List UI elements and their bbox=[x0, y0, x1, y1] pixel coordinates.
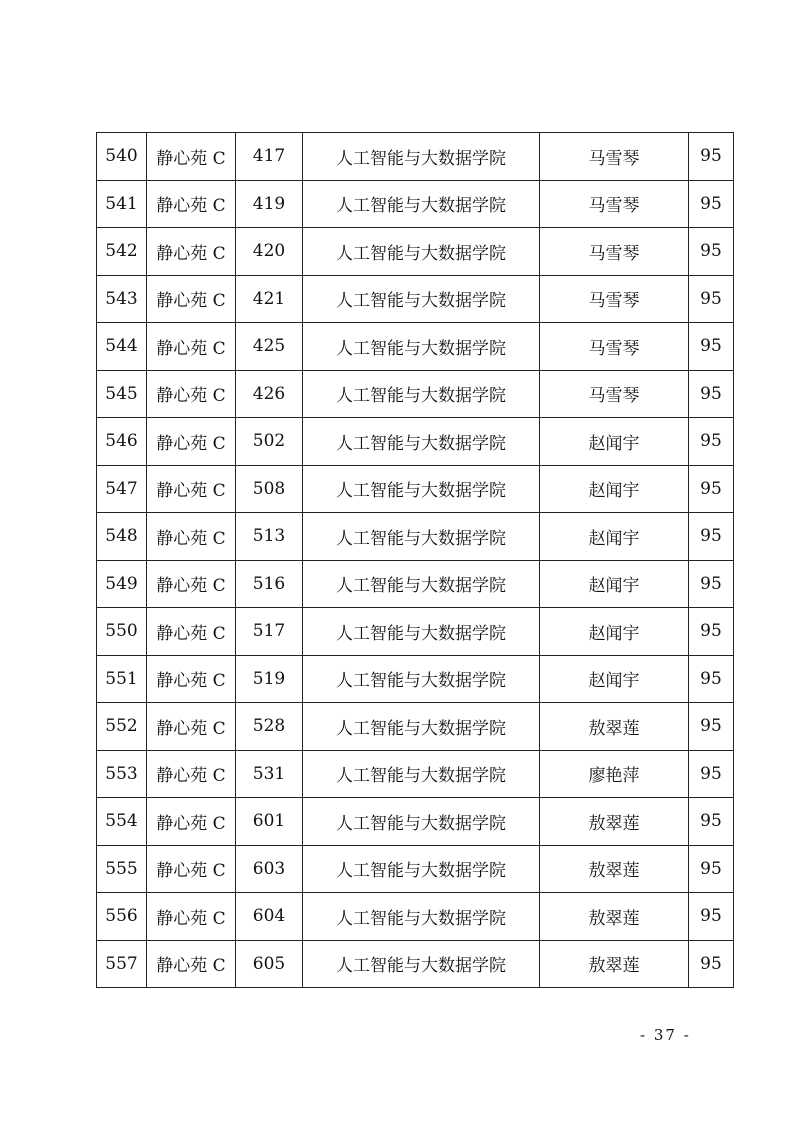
name-cell: 马雪琴 bbox=[540, 228, 689, 276]
row-number-cell: 544 bbox=[97, 323, 147, 371]
row-number-cell: 553 bbox=[97, 750, 147, 798]
row-number-cell: 548 bbox=[97, 513, 147, 561]
room-number-cell: 603 bbox=[236, 845, 303, 893]
room-number-cell: 519 bbox=[236, 655, 303, 703]
building-cell: 静心苑 C bbox=[147, 465, 236, 513]
table-row bbox=[97, 845, 734, 893]
room-number-cell: 417 bbox=[236, 133, 303, 181]
page-number: - 37 - bbox=[640, 1026, 691, 1044]
score-cell: 95 bbox=[689, 370, 734, 418]
college-cell: 人工智能与大数据学院 bbox=[303, 560, 540, 608]
college-cell: 人工智能与大数据学院 bbox=[303, 275, 540, 323]
row-number-cell: 542 bbox=[97, 228, 147, 276]
building-cell: 静心苑 C bbox=[147, 275, 236, 323]
building-cell: 静心苑 C bbox=[147, 608, 236, 656]
name-cell: 赵闻宇 bbox=[540, 465, 689, 513]
college-cell: 人工智能与大数据学院 bbox=[303, 465, 540, 513]
room-number-cell: 421 bbox=[236, 275, 303, 323]
building-cell: 静心苑 C bbox=[147, 940, 236, 988]
row-number-cell: 549 bbox=[97, 560, 147, 608]
table-row bbox=[97, 893, 734, 941]
room-number-cell: 420 bbox=[236, 228, 303, 276]
row-number-cell: 551 bbox=[97, 655, 147, 703]
room-number-cell: 601 bbox=[236, 798, 303, 846]
score-cell: 95 bbox=[689, 465, 734, 513]
college-cell: 人工智能与大数据学院 bbox=[303, 703, 540, 751]
row-number-cell: 543 bbox=[97, 275, 147, 323]
college-cell: 人工智能与大数据学院 bbox=[303, 750, 540, 798]
table-row bbox=[97, 940, 734, 988]
row-number-cell: 550 bbox=[97, 608, 147, 656]
building-cell: 静心苑 C bbox=[147, 703, 236, 751]
row-number-cell: 540 bbox=[97, 133, 147, 181]
building-cell: 静心苑 C bbox=[147, 513, 236, 561]
row-number-cell: 554 bbox=[97, 798, 147, 846]
college-cell: 人工智能与大数据学院 bbox=[303, 893, 540, 941]
row-number-cell: 547 bbox=[97, 465, 147, 513]
row-number-cell: 545 bbox=[97, 370, 147, 418]
score-cell: 95 bbox=[689, 893, 734, 941]
name-cell: 马雪琴 bbox=[540, 133, 689, 181]
name-cell: 赵闻宇 bbox=[540, 608, 689, 656]
table-row bbox=[97, 180, 734, 228]
building-cell: 静心苑 C bbox=[147, 893, 236, 941]
table-row bbox=[97, 418, 734, 466]
college-cell: 人工智能与大数据学院 bbox=[303, 180, 540, 228]
table-row bbox=[97, 275, 734, 323]
table-row bbox=[97, 703, 734, 751]
college-cell: 人工智能与大数据学院 bbox=[303, 370, 540, 418]
table-row bbox=[97, 750, 734, 798]
score-cell: 95 bbox=[689, 750, 734, 798]
room-number-cell: 516 bbox=[236, 560, 303, 608]
table-row bbox=[97, 608, 734, 656]
building-cell: 静心苑 C bbox=[147, 323, 236, 371]
name-cell: 赵闻宇 bbox=[540, 418, 689, 466]
dormitory-score-table bbox=[96, 132, 734, 988]
row-number-cell: 556 bbox=[97, 893, 147, 941]
table-row bbox=[97, 465, 734, 513]
score-cell: 95 bbox=[689, 228, 734, 276]
table-row bbox=[97, 513, 734, 561]
table-body bbox=[97, 133, 734, 988]
score-cell: 95 bbox=[689, 845, 734, 893]
score-cell: 95 bbox=[689, 323, 734, 371]
room-number-cell: 508 bbox=[236, 465, 303, 513]
name-cell: 敖翠莲 bbox=[540, 845, 689, 893]
name-cell: 敖翠莲 bbox=[540, 893, 689, 941]
name-cell: 赵闻宇 bbox=[540, 560, 689, 608]
name-cell: 廖艳萍 bbox=[540, 750, 689, 798]
row-number-cell: 557 bbox=[97, 940, 147, 988]
score-cell: 95 bbox=[689, 608, 734, 656]
room-number-cell: 425 bbox=[236, 323, 303, 371]
room-number-cell: 419 bbox=[236, 180, 303, 228]
college-cell: 人工智能与大数据学院 bbox=[303, 513, 540, 561]
score-cell: 95 bbox=[689, 703, 734, 751]
building-cell: 静心苑 C bbox=[147, 180, 236, 228]
college-cell: 人工智能与大数据学院 bbox=[303, 418, 540, 466]
score-cell: 95 bbox=[689, 940, 734, 988]
room-number-cell: 605 bbox=[236, 940, 303, 988]
room-number-cell: 528 bbox=[236, 703, 303, 751]
college-cell: 人工智能与大数据学院 bbox=[303, 845, 540, 893]
table-row bbox=[97, 655, 734, 703]
score-cell: 95 bbox=[689, 560, 734, 608]
building-cell: 静心苑 C bbox=[147, 798, 236, 846]
table-row bbox=[97, 560, 734, 608]
building-cell: 静心苑 C bbox=[147, 228, 236, 276]
score-cell: 95 bbox=[689, 133, 734, 181]
name-cell: 马雪琴 bbox=[540, 180, 689, 228]
row-number-cell: 552 bbox=[97, 703, 147, 751]
name-cell: 赵闻宇 bbox=[540, 513, 689, 561]
name-cell: 马雪琴 bbox=[540, 370, 689, 418]
table-row bbox=[97, 798, 734, 846]
score-cell: 95 bbox=[689, 418, 734, 466]
building-cell: 静心苑 C bbox=[147, 418, 236, 466]
table-row bbox=[97, 133, 734, 181]
name-cell: 敖翠莲 bbox=[540, 798, 689, 846]
name-cell: 马雪琴 bbox=[540, 275, 689, 323]
college-cell: 人工智能与大数据学院 bbox=[303, 133, 540, 181]
row-number-cell: 541 bbox=[97, 180, 147, 228]
building-cell: 静心苑 C bbox=[147, 845, 236, 893]
room-number-cell: 513 bbox=[236, 513, 303, 561]
score-cell: 95 bbox=[689, 513, 734, 561]
row-number-cell: 546 bbox=[97, 418, 147, 466]
college-cell: 人工智能与大数据学院 bbox=[303, 655, 540, 703]
room-number-cell: 604 bbox=[236, 893, 303, 941]
name-cell: 赵闻宇 bbox=[540, 655, 689, 703]
building-cell: 静心苑 C bbox=[147, 560, 236, 608]
score-cell: 95 bbox=[689, 655, 734, 703]
room-number-cell: 517 bbox=[236, 608, 303, 656]
building-cell: 静心苑 C bbox=[147, 133, 236, 181]
row-number-cell: 555 bbox=[97, 845, 147, 893]
name-cell: 敖翠莲 bbox=[540, 940, 689, 988]
room-number-cell: 531 bbox=[236, 750, 303, 798]
college-cell: 人工智能与大数据学院 bbox=[303, 940, 540, 988]
college-cell: 人工智能与大数据学院 bbox=[303, 323, 540, 371]
room-number-cell: 426 bbox=[236, 370, 303, 418]
score-cell: 95 bbox=[689, 798, 734, 846]
name-cell: 敖翠莲 bbox=[540, 703, 689, 751]
table-row bbox=[97, 323, 734, 371]
building-cell: 静心苑 C bbox=[147, 655, 236, 703]
score-cell: 95 bbox=[689, 275, 734, 323]
college-cell: 人工智能与大数据学院 bbox=[303, 228, 540, 276]
building-cell: 静心苑 C bbox=[147, 370, 236, 418]
building-cell: 静心苑 C bbox=[147, 750, 236, 798]
table-row bbox=[97, 370, 734, 418]
room-number-cell: 502 bbox=[236, 418, 303, 466]
score-cell: 95 bbox=[689, 180, 734, 228]
name-cell: 马雪琴 bbox=[540, 323, 689, 371]
college-cell: 人工智能与大数据学院 bbox=[303, 608, 540, 656]
college-cell: 人工智能与大数据学院 bbox=[303, 798, 540, 846]
table-row bbox=[97, 228, 734, 276]
